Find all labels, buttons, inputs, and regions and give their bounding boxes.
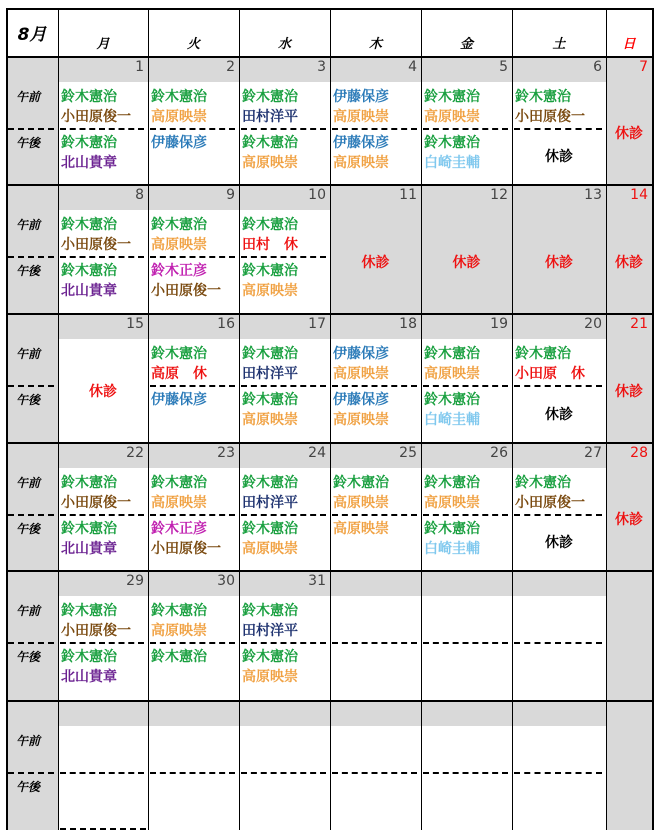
am-pm-divider — [60, 514, 144, 516]
doctor-name: 高原映崇 — [333, 521, 389, 537]
am-pm-divider — [60, 772, 144, 774]
closed-label: 休診 — [545, 254, 573, 271]
doctor-name: 高原映崇 — [424, 109, 480, 125]
date-strip — [330, 570, 421, 596]
doctor-name: 北山貴章 — [61, 669, 117, 685]
doctor-name: 鈴木憲治 — [61, 89, 117, 105]
am-pm-divider — [514, 642, 602, 644]
am-pm-divider — [423, 514, 508, 516]
doctor-name: 鈴木憲治 — [424, 475, 480, 491]
am-pm-divider — [8, 385, 54, 387]
closed-label: 休診 — [615, 254, 643, 271]
doctor-name: 白崎圭輔 — [424, 541, 480, 557]
doctor-name: 高原映崇 — [151, 237, 207, 253]
date-number: 4 — [408, 59, 417, 75]
doctor-name: 田村 休 — [242, 237, 298, 253]
doctor-name: 北山貴章 — [61, 155, 117, 171]
am-pm-divider — [8, 772, 54, 774]
doctor-name: 小田原俊一 — [61, 109, 131, 125]
doctor-name: 高原 休 — [151, 366, 207, 382]
doctor-name: 鈴木憲治 — [61, 217, 117, 233]
am-pm-divider — [332, 385, 417, 387]
week-border — [6, 56, 652, 58]
am-pm-divider — [241, 642, 326, 644]
date-number: 17 — [308, 316, 326, 332]
date-number: 8 — [135, 187, 144, 203]
doctor-name: 小田原俊一 — [151, 283, 221, 299]
weekday-header: 火 — [186, 37, 200, 52]
doctor-name: 鈴木憲治 — [242, 263, 298, 279]
week-border — [6, 442, 652, 444]
date-number: 30 — [217, 573, 235, 589]
date-number: 2 — [226, 59, 235, 75]
doctor-name: 小田原俊一 — [61, 495, 131, 511]
doctor-name: 鈴木憲治 — [151, 217, 207, 233]
am-pm-divider — [8, 642, 54, 644]
period-label-bg — [6, 700, 58, 830]
am-pm-divider — [332, 772, 417, 774]
header-border — [6, 8, 652, 10]
week-border — [6, 184, 652, 186]
am-pm-divider — [332, 514, 417, 516]
date-strip — [239, 700, 330, 726]
doctor-name: 鈴木憲治 — [61, 263, 117, 279]
am-pm-divider — [332, 642, 417, 644]
doctor-name: 鈴木憲治 — [424, 346, 480, 362]
doctor-name: 鈴木憲治 — [61, 475, 117, 491]
date-number: 5 — [499, 59, 508, 75]
doctor-name: 鈴木正彦 — [151, 263, 207, 279]
doctor-name: 鈴木憲治 — [515, 475, 571, 491]
am-label: 午前 — [16, 347, 41, 361]
date-strip — [58, 700, 148, 726]
weekday-header: 日 — [622, 37, 636, 52]
doctor-name: 鈴木憲治 — [151, 603, 207, 619]
doctor-name: 鈴木憲治 — [242, 649, 298, 665]
doctor-name: 鈴木憲治 — [151, 89, 207, 105]
doctor-name: 鈴木憲治 — [151, 475, 207, 491]
date-number: 18 — [399, 316, 417, 332]
week-border — [6, 570, 652, 572]
date-number: 29 — [126, 573, 144, 589]
doctor-name: 高原映崇 — [242, 412, 298, 428]
closed-bg — [606, 570, 652, 700]
am-pm-divider — [241, 514, 326, 516]
doctor-name: 伊藤保彦 — [333, 135, 389, 151]
doctor-name: 鈴木正彦 — [151, 521, 207, 537]
weekday-header: 金 — [459, 37, 473, 52]
column-border — [512, 8, 513, 830]
date-number: 28 — [630, 445, 648, 461]
period-label-bg — [6, 184, 58, 313]
closed-label: 休診 — [615, 512, 643, 528]
doctor-name: 鈴木憲治 — [424, 392, 480, 408]
column-border — [606, 8, 607, 830]
am-pm-divider — [150, 256, 235, 258]
period-label-bg — [6, 313, 58, 442]
doctor-name: 伊藤保彦 — [151, 392, 207, 408]
am-pm-divider — [241, 385, 326, 387]
am-pm-divider — [514, 385, 602, 387]
period-label-bg — [6, 442, 58, 570]
doctor-name: 白崎圭輔 — [424, 155, 480, 171]
doctor-name: 小田原 休 — [515, 366, 585, 382]
closed-label: 休診 — [89, 383, 117, 400]
doctor-name: 高原映崇 — [151, 109, 207, 125]
doctor-name: 鈴木憲治 — [242, 217, 298, 233]
doctor-name: 鈴木憲治 — [242, 475, 298, 491]
week-border — [6, 313, 652, 315]
doctor-name: 鈴木憲治 — [242, 89, 298, 105]
doctor-name: 鈴木憲治 — [424, 521, 480, 537]
am-pm-divider — [150, 514, 235, 516]
doctor-name: 白崎圭輔 — [424, 412, 480, 428]
doctor-name: 高原映崇 — [242, 541, 298, 557]
week-border — [6, 700, 652, 702]
doctor-name: 鈴木憲治 — [424, 135, 480, 151]
pm-label: 午後 — [16, 264, 41, 278]
date-number: 31 — [308, 573, 326, 589]
pm-label: 午後 — [16, 780, 41, 794]
am-pm-divider — [60, 642, 144, 644]
am-pm-divider — [514, 772, 602, 774]
am-pm-divider — [241, 128, 326, 130]
doctor-name: 北山貴章 — [61, 283, 117, 299]
am-pm-divider — [150, 772, 235, 774]
am-pm-divider — [423, 385, 508, 387]
doctor-name: 高原映崇 — [151, 623, 207, 639]
am-pm-divider — [150, 128, 235, 130]
doctor-name: 鈴木憲治 — [515, 89, 571, 105]
doctor-name: 鈴木憲治 — [61, 135, 117, 151]
date-number: 25 — [399, 445, 417, 461]
pm-label: 午後 — [16, 393, 41, 407]
closed-label: 休診 — [545, 535, 573, 551]
am-pm-divider — [332, 128, 417, 130]
am-label: 午前 — [16, 734, 41, 748]
am-pm-divider — [423, 772, 508, 774]
doctor-name: 田村洋平 — [242, 366, 298, 382]
am-label: 午前 — [16, 218, 41, 232]
doctor-name: 小田原俊一 — [515, 109, 585, 125]
closed-label: 休診 — [615, 383, 643, 400]
date-number: 1 — [135, 59, 144, 75]
weekday-header: 木 — [368, 37, 382, 52]
am-pm-divider — [60, 256, 144, 258]
column-border — [330, 8, 331, 830]
doctor-name: 鈴木憲治 — [333, 475, 389, 491]
period-label-bg — [6, 56, 58, 184]
date-number: 27 — [584, 445, 602, 461]
doctor-name: 高原映崇 — [242, 155, 298, 171]
doctor-name: 伊藤保彦 — [151, 135, 207, 151]
am-pm-divider — [514, 514, 602, 516]
doctor-name: 鈴木憲治 — [61, 521, 117, 537]
date-number: 11 — [399, 187, 417, 203]
date-strip — [421, 570, 512, 596]
am-pm-divider — [423, 128, 508, 130]
weekday-header: 水 — [277, 37, 291, 52]
doctor-name: 鈴木憲治 — [515, 346, 571, 362]
closed-bg — [606, 700, 652, 830]
doctor-name: 鈴木憲治 — [242, 346, 298, 362]
am-pm-divider — [60, 128, 144, 130]
date-number: 16 — [217, 316, 235, 332]
date-number: 22 — [126, 445, 144, 461]
column-border — [652, 8, 654, 830]
weekday-header: 月 — [96, 37, 110, 52]
column-border — [58, 8, 59, 830]
date-strip — [512, 700, 606, 726]
date-number: 14 — [630, 187, 648, 203]
closed-label: 休診 — [545, 406, 573, 423]
am-pm-divider — [150, 385, 235, 387]
date-number: 19 — [490, 316, 508, 332]
doctor-name: 田村洋平 — [242, 495, 298, 511]
date-number: 13 — [584, 187, 602, 203]
pm-label: 午後 — [16, 650, 41, 664]
pm-label: 午後 — [16, 136, 41, 150]
date-number: 9 — [226, 187, 235, 203]
doctor-name: 伊藤保彦 — [333, 346, 389, 362]
weekday-header: 土 — [552, 37, 566, 52]
doctor-name: 高原映崇 — [151, 495, 207, 511]
doctor-name: 高原映崇 — [424, 495, 480, 511]
am-label: 午前 — [16, 604, 41, 618]
doctor-name: 小田原俊一 — [61, 237, 131, 253]
date-number: 24 — [308, 445, 326, 461]
doctor-name: 高原映崇 — [242, 669, 298, 685]
am-pm-divider — [8, 256, 54, 258]
am-pm-divider — [8, 514, 54, 516]
column-border — [239, 8, 240, 830]
doctor-name: 高原映崇 — [333, 412, 389, 428]
am-pm-divider — [514, 128, 602, 130]
doctor-name: 高原映崇 — [333, 109, 389, 125]
doctor-name: 小田原俊一 — [515, 495, 585, 511]
doctor-name: 鈴木憲治 — [242, 135, 298, 151]
doctor-name: 鈴木憲治 — [242, 603, 298, 619]
am-label: 午前 — [16, 90, 41, 104]
date-number: 3 — [317, 59, 326, 75]
date-number: 6 — [593, 59, 602, 75]
doctor-name: 高原映崇 — [333, 155, 389, 171]
doctor-name: 鈴木憲治 — [61, 603, 117, 619]
am-pm-divider — [241, 772, 326, 774]
closed-label: 休診 — [361, 254, 390, 271]
date-strip — [330, 700, 421, 726]
doctor-name: 鈴木憲治 — [151, 346, 207, 362]
date-number: 23 — [217, 445, 235, 461]
closed-label: 休診 — [615, 126, 643, 142]
column-border — [421, 8, 422, 830]
doctor-name: 北山貴章 — [61, 541, 117, 557]
doctor-name: 高原映崇 — [424, 366, 480, 382]
doctor-name: 田村洋平 — [242, 623, 298, 639]
date-number: 21 — [630, 316, 648, 332]
date-number: 12 — [490, 187, 508, 203]
doctor-name: 田村洋平 — [242, 109, 298, 125]
am-pm-divider — [8, 128, 54, 130]
date-strip — [512, 570, 606, 596]
column-border — [6, 8, 8, 830]
period-label-bg — [6, 570, 58, 700]
am-pm-divider — [241, 256, 326, 258]
doctor-name: 小田原俊一 — [151, 541, 221, 557]
date-number: 15 — [126, 316, 144, 332]
month-label: 8月 — [17, 24, 47, 45]
date-strip — [421, 700, 512, 726]
doctor-name: 鈴木憲治 — [242, 392, 298, 408]
doctor-name: 高原映崇 — [333, 366, 389, 382]
pm-label: 午後 — [16, 522, 41, 536]
date-number: 20 — [584, 316, 602, 332]
doctor-name: 小田原俊一 — [61, 623, 131, 639]
am-pm-divider — [60, 828, 146, 830]
closed-label: 休診 — [545, 149, 573, 165]
doctor-name: 鈴木憲治 — [424, 89, 480, 105]
am-label: 午前 — [16, 476, 41, 490]
doctor-name: 鈴木憲治 — [151, 649, 207, 665]
date-number: 7 — [639, 59, 648, 75]
date-number: 26 — [490, 445, 508, 461]
am-pm-divider — [423, 642, 508, 644]
date-strip — [148, 700, 239, 726]
closed-label: 休診 — [452, 254, 481, 271]
doctor-name: 高原映崇 — [333, 495, 389, 511]
am-pm-divider — [150, 642, 235, 644]
column-border — [148, 8, 149, 830]
doctor-name: 伊藤保彦 — [333, 392, 389, 408]
doctor-name: 高原映崇 — [242, 283, 298, 299]
doctor-name: 伊藤保彦 — [333, 89, 389, 105]
date-number: 10 — [308, 187, 326, 203]
doctor-name: 鈴木憲治 — [61, 649, 117, 665]
doctor-name: 鈴木憲治 — [242, 521, 298, 537]
